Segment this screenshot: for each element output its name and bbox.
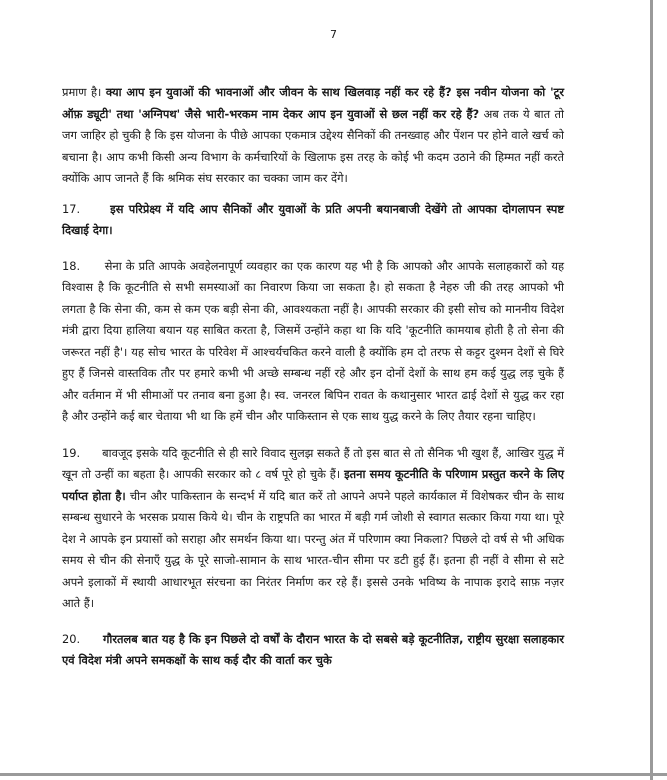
paragraph-number: 18. bbox=[62, 258, 81, 273]
paragraph-text: सेना के प्रति आपके अवहेलनापूर्ण व्यवहार का एक कारण यह भी है कि आपको और आपके सलाहकारों को यह विश्वास है कि कूटनीति से सभी समस्याओं का निवारण किया जा सकता है। हो सकता है नेहरु जी की तरह आपको भी लगता है कि सेना की, कम से कम एक बड़ी सेना की, आवश्यकता नहीं है। आपकी सरकार की इसी सोच को माननीय विदेश मंत्री द्वारा दिया हालिया बयान यह साबित करता है, जिसमें उन्होंने कहा था कि यदि 'कूटनीति कामयाब होती है तो सेना की जरूरत नहीं है'। यह सोच भारत के परिवेश में आश्चर्यचकित करने वाली है क्योंकि हम दो तरफ से कट्टर दुश्मन देशों से घिरे हुए हैं जिनसे वास्तविक तौर पर हमारे कभी भी अच्छे सम्बन्ध नहीं रहे और इन दोनों देशों के साथ हम कई युद्ध लड़ चुके हैं और वर्तमान में भी सीमाओं पर तनाव बना हुआ है। स्व. जनरल बिपिन रावत के कथानुसार भारत ढाई देशों से युद्ध कर रहा है और उन्होंने कई बार चेताया भी था कि हमें चीन और पाकिस्तान से एक साथ युद्ध करने के लिए तैयार रहना चाहिए। bbox=[62, 258, 564, 423]
paragraph-bold-text: इतना समय कूटनीति के परिणाम प्रस्तुत करने के लिए पर्याप्त होता है। bbox=[62, 467, 564, 503]
paragraph-number: 19. bbox=[62, 445, 81, 460]
document-body bbox=[62, 82, 564, 672]
paragraph-19 bbox=[62, 443, 564, 615]
paragraph-number: 20. bbox=[62, 631, 81, 646]
paragraph-20 bbox=[62, 629, 564, 672]
paragraph-bold-text: क्या आप इन युवाओं की भावनाओं और जीवन के साथ खिलवाड़ नहीं कर रहे हैं? इस नवीन योजना को 'टूर ऑफ़ ड्यूटी' तथा 'अग्निपथ' जैसे भारी-भरकम नाम देकर आप इन युवाओं से छल नहीं कर रहे हैं? bbox=[62, 85, 565, 121]
paragraph-text: चीन और पाकिस्तान के सन्दर्भ में यदि बात करें तो आपने अपने पहले कार्यकाल में विशेषकर चीन के साथ सम्बन्ध सुधारने के भरसक प्रयास किये थे। चीन के राष्ट्रपति का भारत में बड़ी गर्म जोशी से स्वागत सत्कार किया गया था। पूरे देश ने आपके इन प्रयासों को सराहा और समर्थन किया था। परन्तु अंत में परिणाम क्या निकला? पिछले दो वर्ष से भी अधिक समय से चीन की सेनाएँ युद्ध के पूरे साजो-सामान के साथ भारत-चीन सीमा पर डटी हुई हैं। इतना ही नहीं वे सीमा से सटे अपने इलाकों में स्थायी आधारभूत संरचना का निरंतर निर्माण कर रहे हैं। इससे उनके भविष्य के नापाक इरादे साफ़ नज़र आते हैं। bbox=[62, 488, 564, 610]
paragraph-bold-text: गौरतलब बात यह है कि इन पिछले दो वर्षों के दौरान भारत के दो सबसे बड़े कूटनीतिज्ञ, राष्ट्रीय सुरक्षा सलाहकार एवं विदेश मंत्री अपने समकक्षों के साथ कई दौर की वार्ता कर चुके bbox=[62, 631, 564, 667]
page-border-right bbox=[650, 0, 653, 780]
paragraph-text: अब तक ये बात तो जग जाहिर हो चुकी है कि इस योजना के पीछे आपका एकमात्र उद्देश्य सैनिकों की तनख्वाह और पेंशन पर होने वाले खर्च को बचाना है। आप कभी किसी अन्य विभाग के कर्मचारियों के खिलाफ इस तरह के कोई भी कदम उठाने की हिम्मत नहीं करते क्योंकि आप जानते हैं कि श्रमिक संघ सरकार का चक्का जाम कर देंगे। bbox=[62, 106, 564, 185]
paragraph-18 bbox=[62, 256, 564, 428]
paragraph-text: प्रमाण है। bbox=[62, 85, 106, 99]
paragraph-number: 17. bbox=[62, 201, 81, 216]
page-border-bottom bbox=[0, 773, 667, 776]
paragraph-text: बावजूद इसके यदि कूटनीति से ही सारे विवाद सुलझ सकते हैं तो इस बात से तो सैनिक भी खुश हैं, आखिर युद्ध में खून तो उन्हीं का बहता है। आपकी सरकार को ८ वर्ष पूरे हो चुके हैं। bbox=[62, 445, 565, 481]
page-number: 7 bbox=[330, 28, 337, 41]
paragraph-continuation bbox=[62, 82, 564, 190]
paragraph-17 bbox=[62, 199, 564, 242]
paragraph-bold-text: इस परिप्रेक्ष्य में यदि आप सैनिकों और युवाओं के प्रति अपनी बयानबाजी देखेंगे तो आपका दोगलापन स्पष्ट दिखाई देगा। bbox=[62, 201, 564, 237]
